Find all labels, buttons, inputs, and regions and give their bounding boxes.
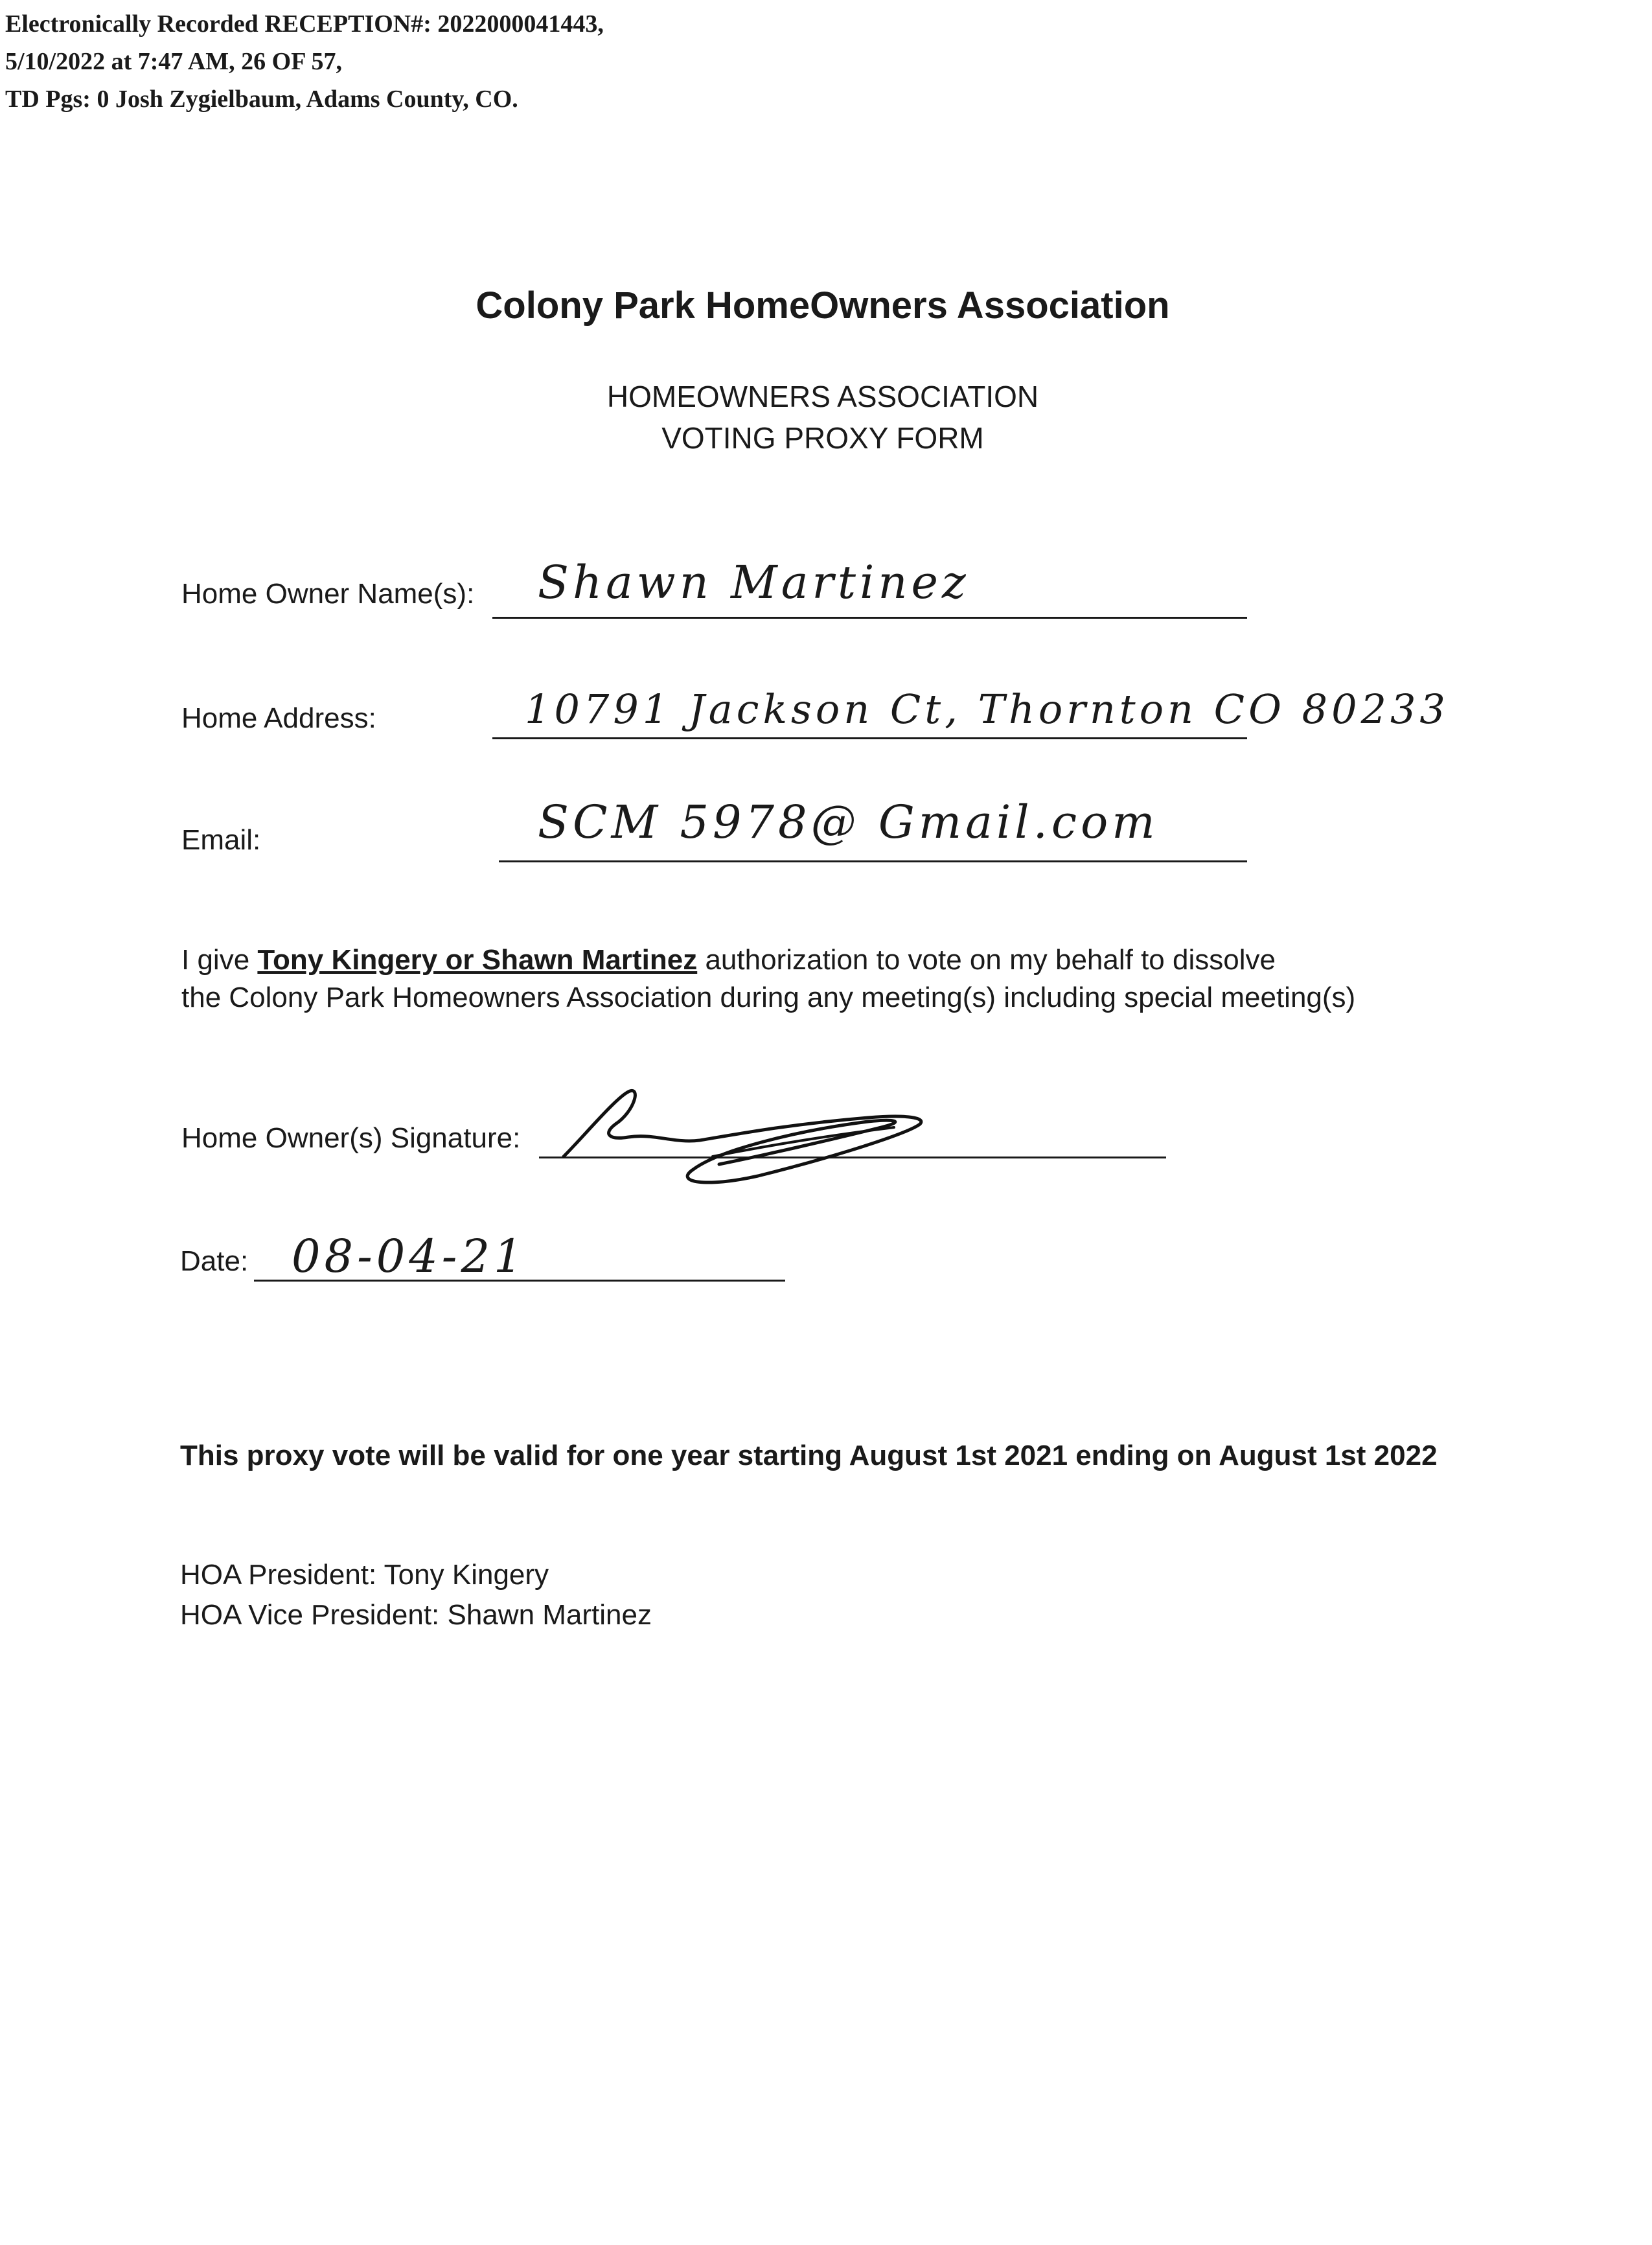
authorization-line-2: the Colony Park Homeowners Association during any meeting(s) including special meeting(s) (181, 982, 1356, 1013)
authorization-prefix: I give (181, 944, 258, 976)
address-value[interactable]: 10791 Jackson Ct, Thornton CO 80233 (525, 685, 1449, 733)
authorization-text (181, 941, 1355, 1017)
authorization-line-1 (181, 941, 1355, 979)
date-label: Date: (180, 1245, 249, 1277)
address-label: Home Address: (181, 702, 376, 734)
subtitle-line-2: VOTING PROXY FORM (661, 421, 984, 455)
recording-line-1: Electronically Recorded RECEPTION#: 2022000041443, (5, 10, 604, 38)
authorization-suffix: authorization to vote on my behalf to dissolve (697, 944, 1276, 976)
owner-name-underline (492, 617, 1247, 619)
handwritten-signature[interactable] (544, 1079, 933, 1189)
address-underline (492, 737, 1247, 739)
subtitle-line-1: HOMEOWNERS ASSOCIATION (606, 380, 1039, 413)
form-subtitle (0, 376, 1646, 459)
hoa-vice-president: HOA Vice President: Shawn Martinez (180, 1599, 652, 1631)
validity-statement: This proxy vote will be valid for one year starting August 1st 2021 ending on August 1st 2022 (180, 1440, 1438, 1471)
email-label: Email: (181, 824, 261, 856)
officers-list (180, 1555, 652, 1635)
proxy-names: Tony Kingery or Shawn Martinez (257, 944, 698, 976)
recording-line-2: 5/10/2022 at 7:47 AM, 26 OF 57, (5, 48, 342, 75)
owner-name-value[interactable]: Shawn Martinez (538, 556, 970, 609)
date-value[interactable]: 08-04-21 (292, 1230, 527, 1283)
hoa-president: HOA President: Tony Kingery (180, 1559, 549, 1591)
recording-line-3: TD Pgs: 0 Josh Zygielbaum, Adams County, CO. (5, 86, 518, 113)
recording-stamp (5, 5, 604, 118)
email-underline (499, 860, 1247, 862)
email-value[interactable]: SCM 5978@ Gmail.com (538, 796, 1159, 849)
owner-name-label: Home Owner Name(s): (181, 578, 475, 610)
association-title: Colony Park HomeOwners Association (476, 284, 1170, 327)
signature-label: Home Owner(s) Signature: (181, 1122, 521, 1154)
